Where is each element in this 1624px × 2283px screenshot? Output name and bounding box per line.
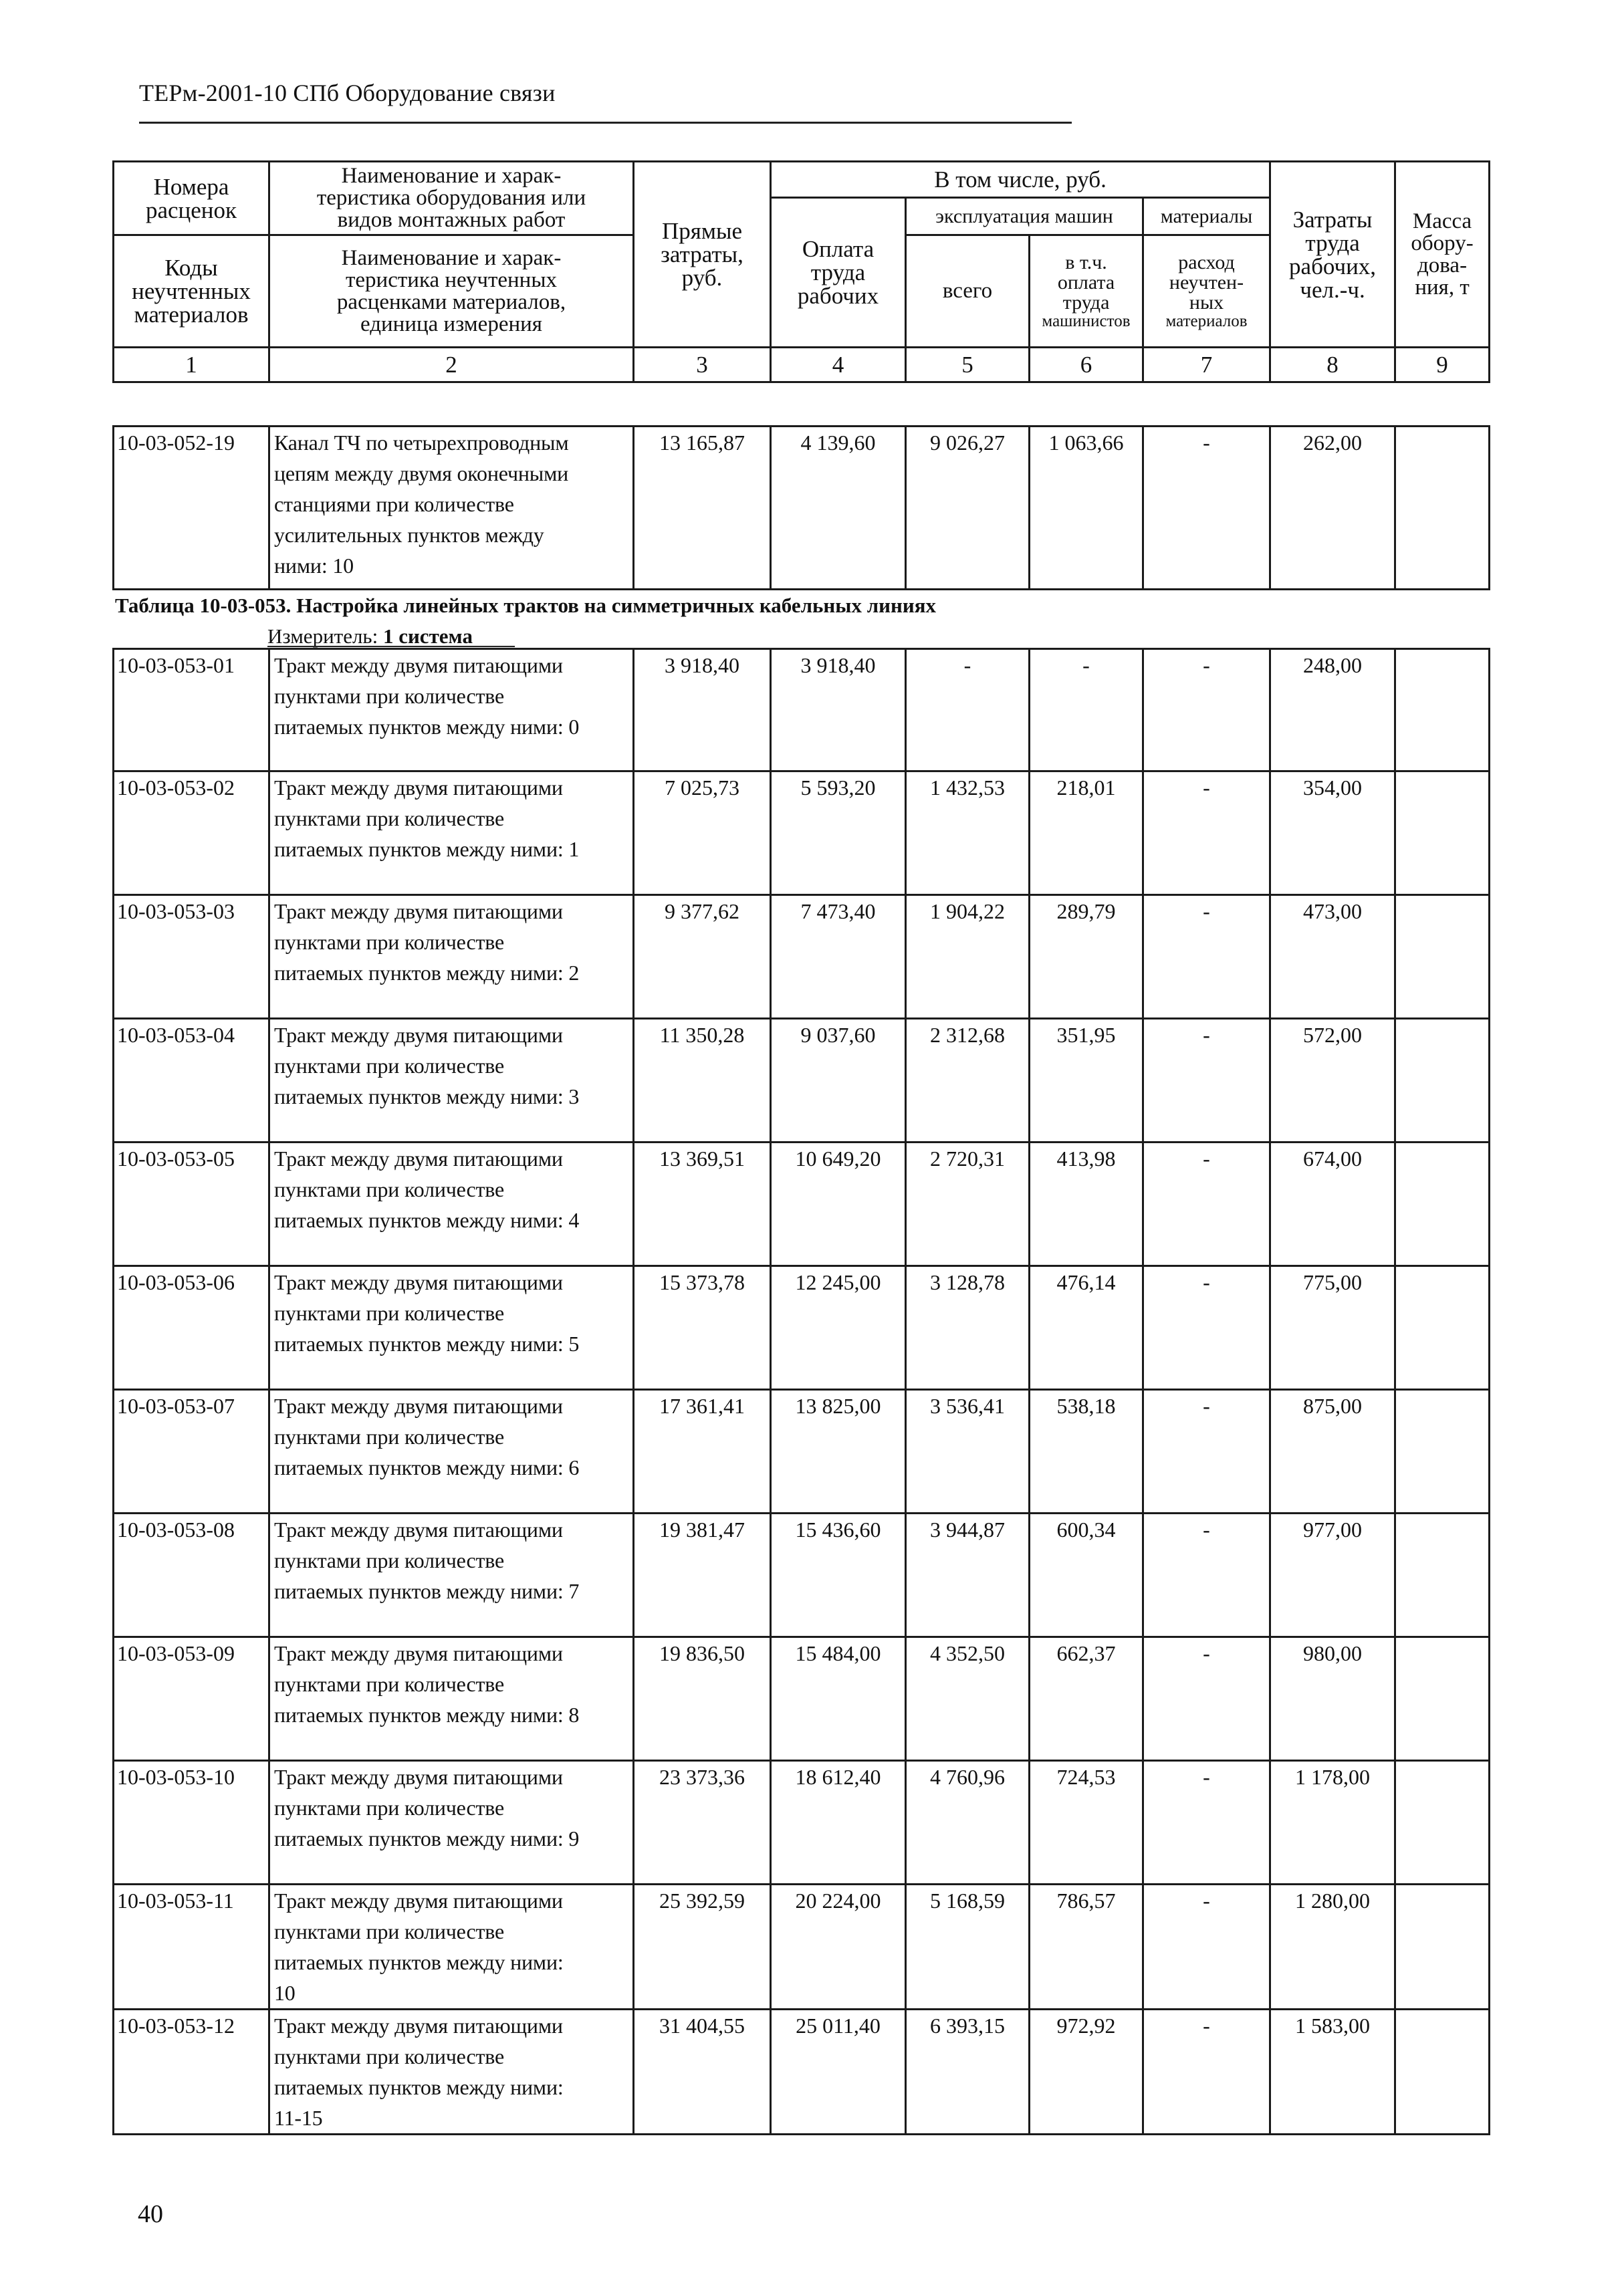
work-name-line: пунктами при количестве bbox=[274, 1548, 504, 1572]
col1-header-bottom bbox=[114, 235, 269, 348]
work-name-line: 10 bbox=[274, 1981, 296, 2005]
rate-code: 10-03-053-11 bbox=[114, 1885, 269, 2010]
work-name bbox=[269, 1637, 634, 1761]
labor-hours: 262,00 bbox=[1270, 427, 1395, 590]
work-name-line: Тракт между двумя питающими bbox=[274, 1641, 563, 1665]
work-name-line: пунктами при количестве bbox=[274, 930, 504, 954]
work-name-line: питаемых пунктов между ними: bbox=[274, 2075, 564, 2099]
machinists-pay: 972,92 bbox=[1030, 2010, 1143, 2135]
work-name-line: питаемых пунктов между ними: 0 bbox=[274, 715, 580, 739]
work-name-line: питаемых пунктов между ними: 2 bbox=[274, 961, 580, 985]
labor-pay: 5 593,20 bbox=[771, 771, 906, 895]
labor-pay: 7 473,40 bbox=[771, 895, 906, 1019]
direct-costs: 19 836,50 bbox=[634, 1637, 771, 1761]
col9-header-line: обору- bbox=[1411, 231, 1474, 255]
col7-header-line: ных bbox=[1189, 291, 1224, 314]
materials-value: - bbox=[1143, 895, 1270, 1019]
work-name-line: Тракт между двумя питающими bbox=[274, 653, 563, 677]
work-name-line: 11-15 bbox=[274, 2106, 323, 2130]
table-row bbox=[114, 895, 1490, 1019]
labor-pay: 15 436,60 bbox=[771, 1514, 906, 1637]
work-name-line: пунктами при количестве bbox=[274, 1177, 504, 1201]
rate-code: 10-03-053-01 bbox=[114, 649, 269, 771]
materials-value: - bbox=[1143, 1266, 1270, 1390]
direct-costs: 9 377,62 bbox=[634, 895, 771, 1019]
column-numbers-row bbox=[114, 348, 1490, 382]
machinists-pay: 538,18 bbox=[1030, 1390, 1143, 1514]
equipment-mass bbox=[1395, 1390, 1490, 1514]
equipment-mass bbox=[1395, 895, 1490, 1019]
materials-value: - bbox=[1143, 2010, 1270, 2135]
work-name-line: питаемых пунктов между ними: bbox=[274, 1950, 564, 1974]
machines-total: 5 168,59 bbox=[906, 1885, 1030, 2010]
rate-code: 10-03-053-07 bbox=[114, 1390, 269, 1514]
direct-costs: 19 381,47 bbox=[634, 1514, 771, 1637]
col3-header-line: Прямые bbox=[661, 218, 743, 244]
page-header-title: ТЕРм-2001-10 СПб Оборудование связи bbox=[139, 80, 556, 106]
col1-header-top-line: Номера bbox=[153, 173, 229, 200]
labor-hours: 1 280,00 bbox=[1270, 1885, 1395, 2010]
work-name-line: ними: 10 bbox=[274, 554, 354, 578]
col9-header-line: дова- bbox=[1417, 253, 1468, 277]
col6-header-line: оплата bbox=[1057, 271, 1115, 293]
col8-header-line: рабочих, bbox=[1289, 253, 1377, 279]
rate-code: 10-03-053-02 bbox=[114, 771, 269, 895]
direct-costs: 3 918,40 bbox=[634, 649, 771, 771]
work-name-line: питаемых пунктов между ними: 6 bbox=[274, 1455, 580, 1479]
col4-header-line: труда bbox=[810, 259, 866, 285]
header-rule bbox=[139, 122, 1072, 124]
labor-hours: 674,00 bbox=[1270, 1143, 1395, 1266]
materials-header: материалы bbox=[1143, 198, 1270, 235]
table-052-row bbox=[112, 425, 1490, 590]
equipment-mass bbox=[1395, 1019, 1490, 1143]
labor-hours: 977,00 bbox=[1270, 1514, 1395, 1637]
work-name-line: станциями при количестве bbox=[274, 492, 514, 516]
machinists-pay: 476,14 bbox=[1030, 1266, 1143, 1390]
table-row bbox=[114, 427, 1490, 590]
rate-code: 10-03-052-19 bbox=[114, 427, 269, 590]
direct-costs: 15 373,78 bbox=[634, 1266, 771, 1390]
work-name-line: Тракт между двумя питающими bbox=[274, 1023, 563, 1047]
table-row bbox=[114, 1514, 1490, 1637]
col2-header-top bbox=[269, 162, 634, 235]
labor-pay: 25 011,40 bbox=[771, 2010, 906, 2135]
col6-header-line: труда bbox=[1062, 291, 1110, 314]
rate-code: 10-03-053-09 bbox=[114, 1637, 269, 1761]
work-name-line: Тракт между двумя питающими bbox=[274, 1518, 563, 1542]
labor-hours: 248,00 bbox=[1270, 649, 1395, 771]
labor-hours: 1 583,00 bbox=[1270, 2010, 1395, 2135]
col6-header-line: в т.ч. bbox=[1065, 251, 1107, 273]
col-number: 6 bbox=[1030, 348, 1143, 382]
direct-costs: 7 025,73 bbox=[634, 771, 771, 895]
col3-header-line: руб. bbox=[681, 265, 723, 291]
labor-hours: 354,00 bbox=[1270, 771, 1395, 895]
col2-header-bottom-line: Наименование и харак- bbox=[341, 245, 562, 270]
equipment-mass bbox=[1395, 427, 1490, 590]
work-name-line: питаемых пунктов между ними: 5 bbox=[274, 1332, 580, 1356]
work-name bbox=[269, 1143, 634, 1266]
col3-header bbox=[634, 162, 771, 348]
labor-pay: 9 037,60 bbox=[771, 1019, 906, 1143]
column-header-table bbox=[112, 160, 1490, 383]
materials-value: - bbox=[1143, 427, 1270, 590]
work-name-line: питаемых пунктов между ними: 7 bbox=[274, 1579, 580, 1603]
col2-header-top-line: теристика оборудования или bbox=[316, 186, 586, 210]
col1-header-top-line: расценок bbox=[145, 197, 237, 223]
work-name bbox=[269, 649, 634, 771]
machinists-pay: 600,34 bbox=[1030, 1514, 1143, 1637]
col4-header-line: рабочих bbox=[797, 283, 879, 309]
col2-header-bottom-line: единица измерения bbox=[360, 312, 542, 336]
col4-header-line: Оплата bbox=[802, 236, 875, 262]
table-053 bbox=[112, 648, 1490, 2135]
equipment-mass bbox=[1395, 1637, 1490, 1761]
work-name-line: питаемых пунктов между ними: 9 bbox=[274, 1826, 580, 1850]
col-number: 4 bbox=[771, 348, 906, 382]
materials-value: - bbox=[1143, 771, 1270, 895]
labor-pay: 15 484,00 bbox=[771, 1637, 906, 1761]
unit-label: Измеритель: bbox=[267, 624, 378, 648]
machines-total: 2 720,31 bbox=[906, 1143, 1030, 1266]
work-name-line: пунктами при количестве bbox=[274, 1919, 504, 1943]
labor-pay: 3 918,40 bbox=[771, 649, 906, 771]
machines-total: 3 536,41 bbox=[906, 1390, 1030, 1514]
work-name-line: пунктами при количестве bbox=[274, 1054, 504, 1078]
col9-header-line: Масса bbox=[1412, 209, 1472, 233]
work-name-line: Тракт между двумя питающими bbox=[274, 1270, 563, 1294]
equipment-mass bbox=[1395, 1761, 1490, 1885]
labor-hours: 572,00 bbox=[1270, 1019, 1395, 1143]
work-name-line: пунктами при количестве bbox=[274, 1672, 504, 1696]
direct-costs: 23 373,36 bbox=[634, 1761, 771, 1885]
work-name-line: Тракт между двумя питающими bbox=[274, 775, 563, 800]
labor-pay: 20 224,00 bbox=[771, 1885, 906, 2010]
work-name bbox=[269, 1390, 634, 1514]
materials-value: - bbox=[1143, 1390, 1270, 1514]
col7-header-line: материалов bbox=[1165, 312, 1248, 330]
materials-value: - bbox=[1143, 1761, 1270, 1885]
work-name-line: пунктами при количестве bbox=[274, 1425, 504, 1449]
direct-costs: 31 404,55 bbox=[634, 2010, 771, 2135]
unit-rule bbox=[267, 646, 515, 647]
machines-total: 4 352,50 bbox=[906, 1637, 1030, 1761]
machinists-pay: 786,57 bbox=[1030, 1885, 1143, 2010]
work-name bbox=[269, 2010, 634, 2135]
col3-header-line: затраты, bbox=[661, 241, 743, 267]
work-name bbox=[269, 1761, 634, 1885]
work-name-line: Тракт между двумя питающими bbox=[274, 1394, 563, 1418]
table-row bbox=[114, 1143, 1490, 1266]
machinists-pay: - bbox=[1030, 649, 1143, 771]
table-row bbox=[114, 1019, 1490, 1143]
equipment-mass bbox=[1395, 1143, 1490, 1266]
work-name bbox=[269, 1266, 634, 1390]
col4-header bbox=[771, 198, 906, 348]
work-name-line: цепям между двумя оконечными bbox=[274, 461, 569, 485]
col1-header-bottom-line: Коды bbox=[164, 255, 218, 281]
rate-code: 10-03-053-08 bbox=[114, 1514, 269, 1637]
col8-header-line: чел.-ч. bbox=[1300, 276, 1365, 303]
col-number: 1 bbox=[114, 348, 269, 382]
col6-header bbox=[1030, 235, 1143, 348]
col-number: 2 bbox=[269, 348, 634, 382]
machinists-pay: 1 063,66 bbox=[1030, 427, 1143, 590]
materials-value: - bbox=[1143, 1637, 1270, 1761]
machines-total: 9 026,27 bbox=[906, 427, 1030, 590]
machines-total: 1 432,53 bbox=[906, 771, 1030, 895]
table-row bbox=[114, 771, 1490, 895]
work-name-line: пунктами при количестве bbox=[274, 1796, 504, 1820]
rate-code: 10-03-053-06 bbox=[114, 1266, 269, 1390]
col8-header-line: Затраты bbox=[1292, 206, 1373, 233]
table-row bbox=[114, 1885, 1490, 2010]
table-caption: Таблица 10-03-053. Настройка линейных трактов на симметричных кабельных линиях bbox=[115, 594, 936, 617]
machinists-pay: 289,79 bbox=[1030, 895, 1143, 1019]
work-name-line: пунктами при количестве bbox=[274, 806, 504, 830]
machines-total: 3 128,78 bbox=[906, 1266, 1030, 1390]
direct-costs: 25 392,59 bbox=[634, 1885, 771, 2010]
direct-costs: 13 165,87 bbox=[634, 427, 771, 590]
work-name bbox=[269, 895, 634, 1019]
col8-header bbox=[1270, 162, 1395, 348]
equipment-mass bbox=[1395, 1514, 1490, 1637]
machines-total: 3 944,87 bbox=[906, 1514, 1030, 1637]
work-name-line: Тракт между двумя питающими bbox=[274, 1889, 563, 1913]
rate-code: 10-03-053-04 bbox=[114, 1019, 269, 1143]
materials-value: - bbox=[1143, 1143, 1270, 1266]
direct-costs: 17 361,41 bbox=[634, 1390, 771, 1514]
col1-header-bottom-line: неучтенных bbox=[132, 278, 251, 304]
materials-value: - bbox=[1143, 649, 1270, 771]
equipment-mass bbox=[1395, 771, 1490, 895]
labor-hours: 980,00 bbox=[1270, 1637, 1395, 1761]
col2-header-top-line: Наименование и харак- bbox=[341, 164, 562, 188]
unit-line bbox=[267, 624, 473, 648]
direct-costs: 11 350,28 bbox=[634, 1019, 771, 1143]
labor-hours: 875,00 bbox=[1270, 1390, 1395, 1514]
col2-header-bottom-line: расценками материалов, bbox=[336, 289, 566, 314]
col-number: 9 bbox=[1395, 348, 1490, 382]
work-name-line: Тракт между двумя питающими bbox=[274, 899, 563, 923]
labor-pay: 4 139,60 bbox=[771, 427, 906, 590]
machines-header: эксплуатация машин bbox=[906, 198, 1143, 235]
equipment-mass bbox=[1395, 1266, 1490, 1390]
materials-value: - bbox=[1143, 1885, 1270, 2010]
col-number: 7 bbox=[1143, 348, 1270, 382]
col-number: 5 bbox=[906, 348, 1030, 382]
equipment-mass bbox=[1395, 1885, 1490, 2010]
rate-code: 10-03-053-12 bbox=[114, 2010, 269, 2135]
machinists-pay: 724,53 bbox=[1030, 1761, 1143, 1885]
group-header: В том числе, руб. bbox=[771, 162, 1270, 198]
machines-total: 2 312,68 bbox=[906, 1019, 1030, 1143]
equipment-mass bbox=[1395, 2010, 1490, 2135]
col7-header-line: расход bbox=[1178, 251, 1235, 273]
col-number: 8 bbox=[1270, 348, 1395, 382]
col2-header-bottom-line: теристика неучтенных bbox=[345, 267, 558, 292]
machinists-pay: 413,98 bbox=[1030, 1143, 1143, 1266]
work-name-line: Тракт между двумя питающими bbox=[274, 1765, 563, 1789]
materials-value: - bbox=[1143, 1019, 1270, 1143]
table-row bbox=[114, 1761, 1490, 1885]
labor-hours: 473,00 bbox=[1270, 895, 1395, 1019]
work-name-line: Тракт между двумя питающими bbox=[274, 1147, 563, 1171]
col7-header-line: неучтен- bbox=[1169, 271, 1244, 293]
work-name bbox=[269, 771, 634, 895]
materials-value: - bbox=[1143, 1514, 1270, 1637]
work-name-line: Канал ТЧ по четырехпроводным bbox=[274, 431, 569, 455]
machines-total: 4 760,96 bbox=[906, 1761, 1030, 1885]
work-name-line: усилительных пунктов между bbox=[274, 523, 544, 547]
work-name-line: питаемых пунктов между ними: 1 bbox=[274, 837, 580, 861]
col7-header bbox=[1143, 235, 1270, 348]
machinists-pay: 662,37 bbox=[1030, 1637, 1143, 1761]
page-number: 40 bbox=[138, 2200, 163, 2228]
col1-header-top bbox=[114, 162, 269, 235]
labor-hours: 775,00 bbox=[1270, 1266, 1395, 1390]
machines-total: 6 393,15 bbox=[906, 2010, 1030, 2135]
labor-hours: 1 178,00 bbox=[1270, 1761, 1395, 1885]
machines-total: 1 904,22 bbox=[906, 895, 1030, 1019]
direct-costs: 13 369,51 bbox=[634, 1143, 771, 1266]
machinists-pay: 218,01 bbox=[1030, 771, 1143, 895]
rate-code: 10-03-053-05 bbox=[114, 1143, 269, 1266]
labor-pay: 13 825,00 bbox=[771, 1390, 906, 1514]
table-row bbox=[114, 2010, 1490, 2135]
work-name-line: пунктами при количестве bbox=[274, 1301, 504, 1325]
work-name bbox=[269, 427, 634, 590]
work-name bbox=[269, 1019, 634, 1143]
col2-header-top-line: видов монтажных работ bbox=[337, 208, 566, 232]
col-number: 3 bbox=[634, 348, 771, 382]
table-row bbox=[114, 649, 1490, 771]
labor-pay: 12 245,00 bbox=[771, 1266, 906, 1390]
col2-header-bottom bbox=[269, 235, 634, 348]
machinists-pay: 351,95 bbox=[1030, 1019, 1143, 1143]
col6-header-line: машинистов bbox=[1042, 312, 1131, 330]
work-name bbox=[269, 1514, 634, 1637]
work-name-line: питаемых пунктов между ними: 4 bbox=[274, 1208, 580, 1232]
machines-total: - bbox=[906, 649, 1030, 771]
rate-code: 10-03-053-10 bbox=[114, 1761, 269, 1885]
work-name-line: пунктами при количестве bbox=[274, 684, 504, 708]
rate-code: 10-03-053-03 bbox=[114, 895, 269, 1019]
unit-value: 1 система bbox=[382, 624, 473, 648]
labor-pay: 18 612,40 bbox=[771, 1761, 906, 1885]
labor-pay: 10 649,20 bbox=[771, 1143, 906, 1266]
equipment-mass bbox=[1395, 649, 1490, 771]
work-name-line: Тракт между двумя питающими bbox=[274, 2014, 563, 2038]
col1-header-bottom-line: материалов bbox=[134, 302, 249, 328]
table-row bbox=[114, 1637, 1490, 1761]
work-name-line: питаемых пунктов между ними: 8 bbox=[274, 1703, 580, 1727]
col5-header: всего bbox=[906, 235, 1030, 348]
table-row bbox=[114, 1390, 1490, 1514]
table-row bbox=[114, 1266, 1490, 1390]
col9-header bbox=[1395, 162, 1490, 348]
col9-header-line: ния, т bbox=[1415, 275, 1470, 299]
col8-header-line: труда bbox=[1305, 229, 1360, 256]
work-name-line: пунктами при количестве bbox=[274, 2044, 504, 2068]
work-name-line: питаемых пунктов между ними: 3 bbox=[274, 1084, 580, 1108]
work-name bbox=[269, 1885, 634, 2010]
